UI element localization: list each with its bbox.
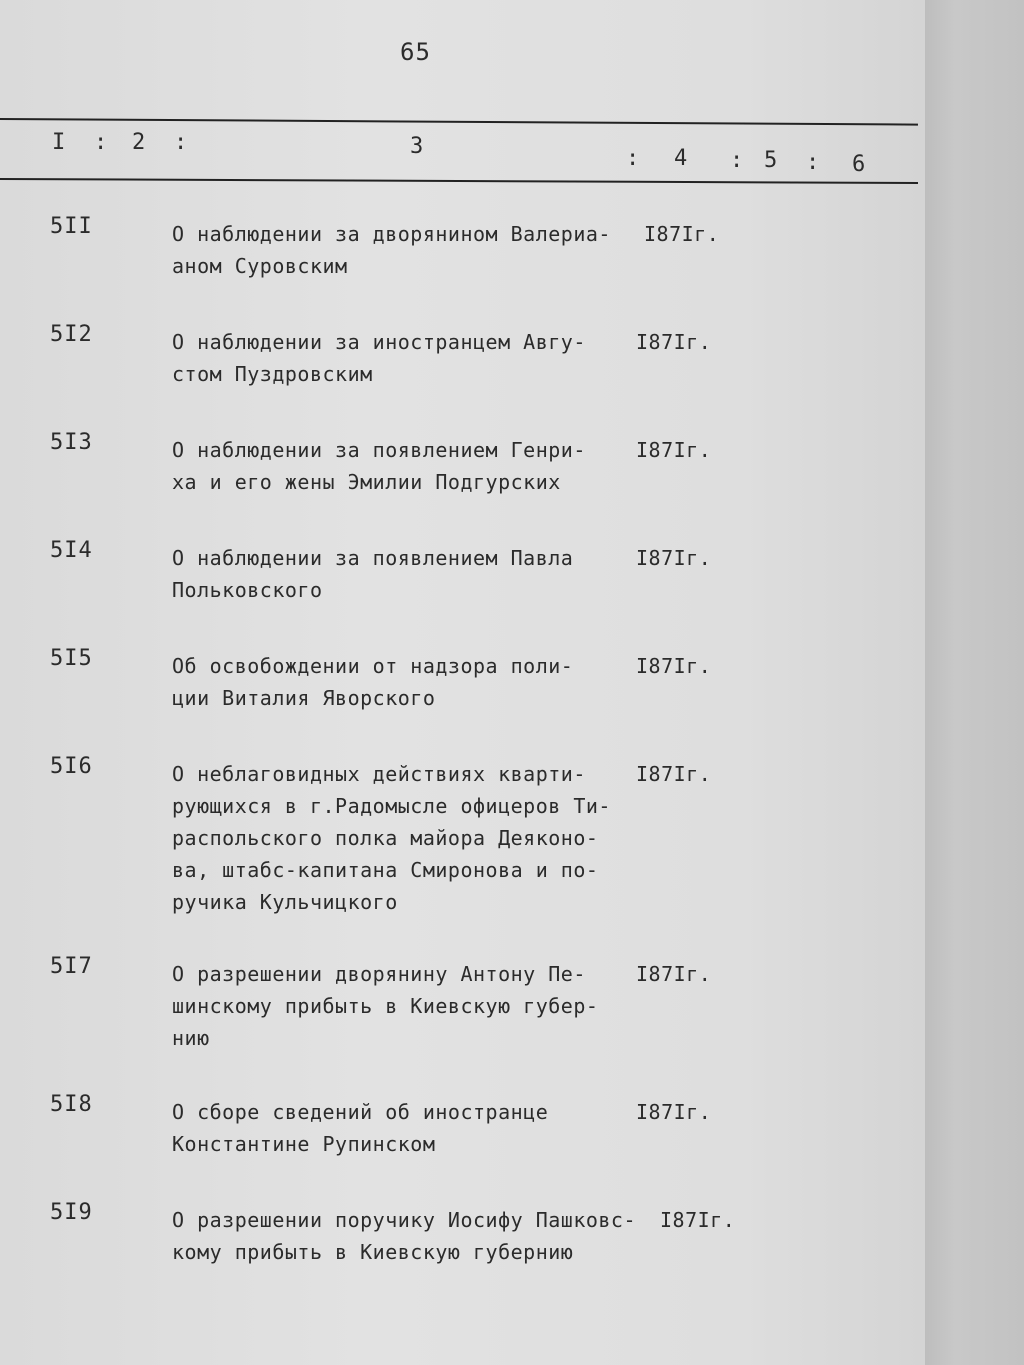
column-header-6: 6 [852,152,866,177]
column-header-2: 2 [132,130,146,155]
entry-title-line: Об освобождении от надзора поли- [172,654,574,678]
entry-number: 5I6 [50,754,93,779]
entry-year: I87Iг. [660,1208,736,1232]
entry-title-line: шинскому прибыть в Киевскую губер- [172,994,599,1018]
entry-title-line: О наблюдении за появлением Павла [172,546,574,570]
entry-title [172,958,652,1054]
entry-title-line: ции Виталия Яворского [172,686,436,710]
column-header-4: 4 [674,146,688,171]
entry-year: I87Iг. [644,222,720,246]
entry-number: 5I3 [50,430,93,455]
entry-title [172,326,652,390]
entry-title-line: стом Пуздровским [172,362,373,386]
entry-number: 5II [50,214,93,239]
entry-year: I87Iг. [636,1100,712,1124]
entry-number: 5I5 [50,646,93,671]
entry-title [172,758,652,918]
entry-number: 5I7 [50,954,93,979]
entry-title [172,434,652,498]
entry-title-line: О наблюдении за иностранцем Авгу- [172,330,586,354]
entry-title-line: рующихся в г.Радомысле офицеров Ти- [172,794,611,818]
entry-title [172,1096,652,1160]
entry-number: 5I8 [50,1092,93,1117]
entry-number: 5I2 [50,322,93,347]
entry-number: 5I4 [50,538,93,563]
entry-title-line: ва, штабс-капитана Смиронова и по- [172,858,599,882]
column-header-5: 5 [764,148,778,173]
entry-title-line: аном Суровским [172,254,348,278]
entry-title-line: О разрешении дворянину Антону Пе- [172,962,586,986]
column-separator: : [730,148,744,173]
entry-title-line: О разрешении поручику Иосифу Пашковс- [172,1208,637,1232]
entry-title-line: кому прибыть в Киевскую губернию [172,1240,574,1264]
column-header-1: I [52,130,66,155]
entry-year: I87Iг. [636,762,712,786]
entry-year: I87Iг. [636,962,712,986]
entry-year: I87Iг. [636,438,712,462]
entry-title-line: О наблюдении за дворянином Валериа- [172,222,611,246]
column-separator: : [174,130,188,155]
column-separator: : [806,150,820,175]
entry-year: I87Iг. [636,654,712,678]
entry-title-line: О неблаговидных действиях кварти- [172,762,586,786]
entry-title-line: нию [172,1026,210,1050]
entry-title [172,650,652,714]
entry-year: I87Iг. [636,330,712,354]
entry-title-line: О наблюдении за появлением Генри- [172,438,586,462]
entry-title [172,218,652,282]
page-edge [925,0,1024,1365]
entry-number: 5I9 [50,1200,93,1225]
entry-title-line: Польковского [172,578,323,602]
page-number: 65 [400,38,431,66]
entry-year: I87Iг. [636,546,712,570]
column-header-3: 3 [410,134,424,159]
entry-title [172,542,652,606]
column-separator: : [626,146,640,171]
entry-title [172,1204,652,1268]
entry-title-line: распольского полка майора Деяконо- [172,826,599,850]
entry-title-line: О сборе сведений об иностранце [172,1100,549,1124]
entry-title-line: Константине Рупинском [172,1132,436,1156]
entry-title-line: ручика Кульчицкого [172,890,398,914]
entry-title-line: ха и его жены Эмилии Подгурских [172,470,561,494]
column-separator: : [94,130,108,155]
